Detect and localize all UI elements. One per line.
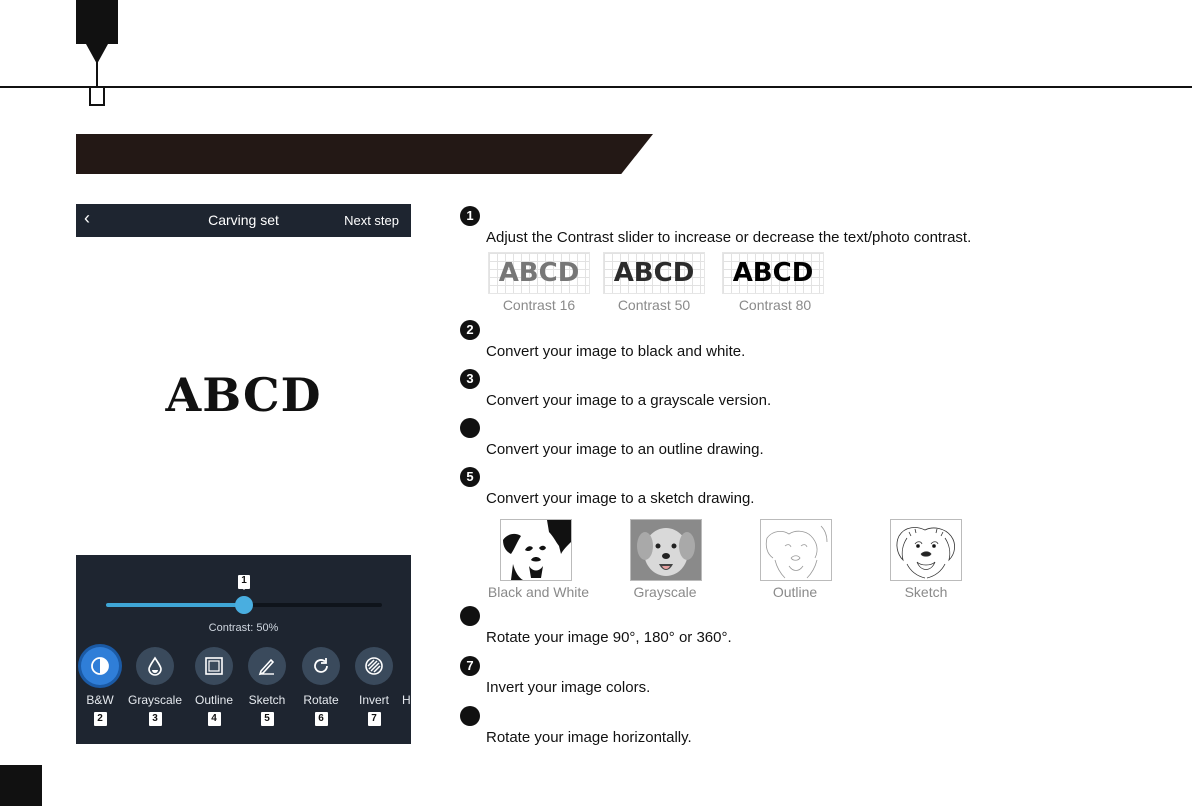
slider-callout-1: 1 — [238, 575, 250, 589]
tool-callout: 7 — [368, 712, 381, 726]
contrast-slider-thumb[interactable] — [235, 596, 253, 614]
tool-label: B&W — [86, 693, 114, 707]
tool-bw-button[interactable] — [72, 647, 128, 726]
engraver-pen-needle — [96, 60, 98, 90]
contrast-caption-80: Contrast 80 — [738, 297, 812, 313]
phone-top-bar — [76, 204, 411, 237]
item-description-7: Invert your image colors. — [486, 679, 651, 696]
phone-tool-panel — [76, 555, 411, 744]
contrast-sample-text: ABCD — [732, 258, 814, 288]
contrast-sample-text: ABCD — [613, 258, 695, 288]
tool-label-cut: H — [402, 693, 411, 707]
mode-caption-sketch: Sketch — [904, 584, 948, 600]
engraver-pen-icon — [76, 0, 118, 44]
tool-sketch-button[interactable] — [239, 647, 295, 726]
contrast-caption-16: Contrast 16 — [502, 297, 576, 313]
mode-caption-outline: Outline — [772, 584, 818, 600]
invert-icon — [355, 647, 393, 685]
mode-caption-grayscale: Grayscale — [633, 584, 697, 600]
item-bullet-8 — [460, 706, 480, 726]
tool-callout: 5 — [261, 712, 274, 726]
chevron-left-icon[interactable]: ‹ — [84, 208, 90, 228]
square-outline-icon — [195, 647, 233, 685]
header-rule — [0, 86, 1192, 88]
contrast-caption-50: Contrast 50 — [617, 297, 691, 313]
next-step-button[interactable]: Next step — [344, 213, 399, 228]
page-corner-block — [0, 765, 42, 806]
contrast-slider[interactable] — [106, 575, 382, 607]
contrast-slider-fill — [106, 603, 244, 607]
carving-preview: ABCD — [165, 368, 322, 422]
item-bullet-5: 5 — [460, 467, 480, 487]
tool-rotate-button[interactable] — [293, 647, 349, 726]
item-description-1: Adjust the Contrast slider to increase or decrease the text/photo contrast. — [486, 229, 972, 246]
item-description-5: Convert your image to a sketch drawing. — [486, 490, 755, 507]
tool-callout: 6 — [315, 712, 328, 726]
section-title-bar — [76, 134, 653, 174]
item-bullet-2: 2 — [460, 320, 480, 340]
bw-dog-image — [500, 519, 572, 581]
tool-label: Outline — [194, 693, 234, 707]
rotate-icon — [302, 647, 340, 685]
pencil-icon — [248, 647, 286, 685]
contrast-sample-80 — [722, 252, 824, 294]
half-circle-icon — [81, 647, 119, 685]
tool-label: Sketch — [248, 693, 286, 707]
item-bullet-7: 7 — [460, 656, 480, 676]
tool-callout: 3 — [149, 712, 162, 726]
sketch-dog-image — [890, 519, 962, 581]
screen-title: Carving set — [208, 212, 279, 228]
item-description-3: Convert your image to a grayscale version. — [486, 392, 772, 409]
tool-callout: 2 — [94, 712, 107, 726]
contrast-sample-50 — [603, 252, 705, 294]
grayscale-dog-image — [630, 519, 702, 581]
contrast-sample-16 — [488, 252, 590, 294]
tool-grayscale-button[interactable] — [127, 647, 183, 726]
item-bullet-6 — [460, 606, 480, 626]
tool-callout: 4 — [208, 712, 221, 726]
item-bullet-4 — [460, 418, 480, 438]
item-bullet-3: 3 — [460, 369, 480, 389]
item-description-6: Rotate your image 90°, 180° or 360°. — [486, 629, 732, 646]
item-description-2: Convert your image to black and white. — [486, 343, 746, 360]
item-description-4: Convert your image to an outline drawing. — [486, 441, 764, 458]
tool-label: Grayscale — [127, 693, 183, 707]
tool-label: Rotate — [303, 693, 339, 707]
item-description-8: Rotate your image horizontally. — [486, 729, 692, 746]
engraver-pen-marker — [89, 88, 105, 106]
drop-icon — [136, 647, 174, 685]
item-bullet-1: 1 — [460, 206, 480, 226]
contrast-sample-text: ABCD — [498, 258, 580, 288]
mode-caption-bw: Black and White — [487, 584, 590, 600]
tool-outline-button[interactable] — [186, 647, 242, 726]
tool-label: Invert — [358, 693, 389, 707]
contrast-value-label: Contrast: 50% — [208, 622, 279, 634]
tool-invert-button[interactable] — [346, 647, 402, 726]
outline-dog-image — [760, 519, 832, 581]
